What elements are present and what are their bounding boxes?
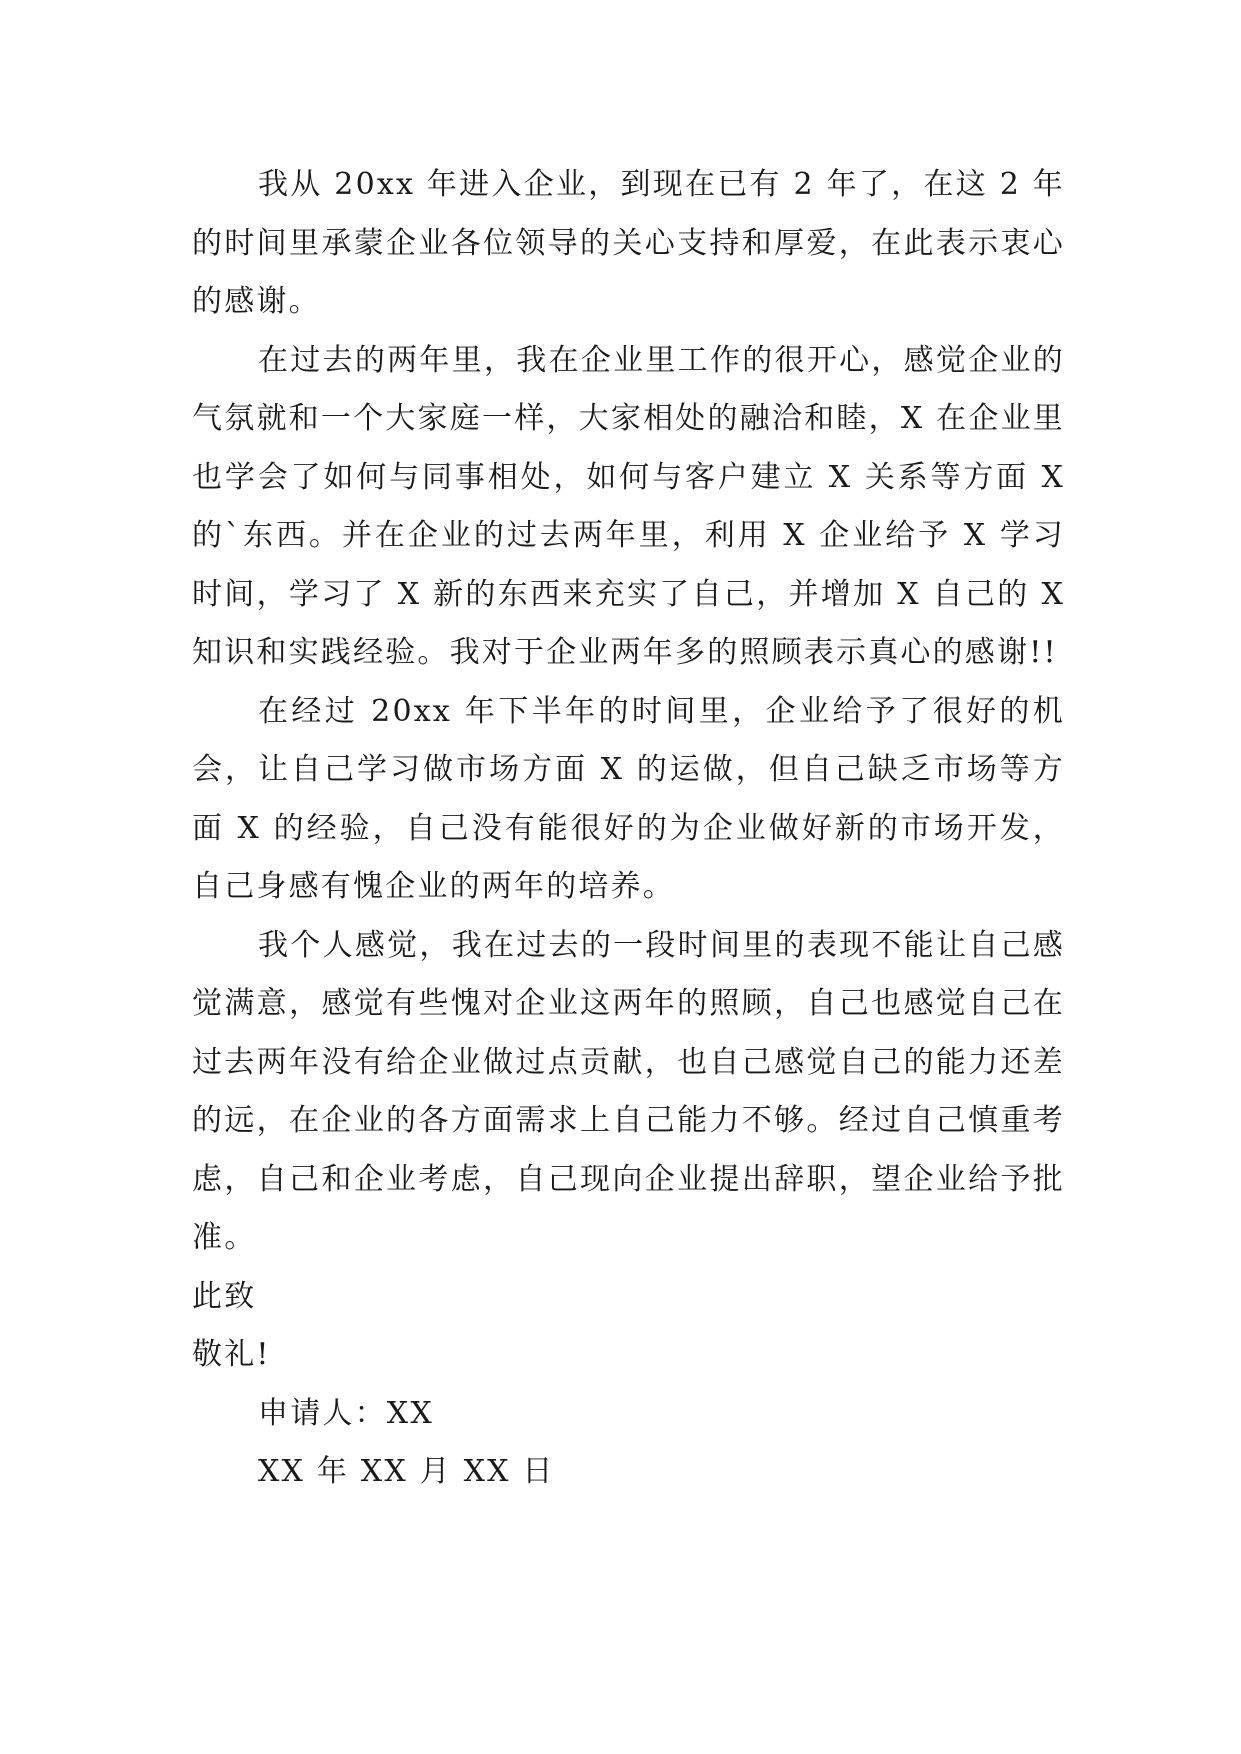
- closing-salutation: 此致: [192, 1278, 257, 1314]
- letter-date: XX 年 XX 月 XX 日: [258, 1454, 555, 1489]
- paragraph-3: 在经过 20xx 年下半年的时间里，企业给予了很好的机会，让自己学习做市场方面 X 的运做，但自己缺乏市场等方面 X 的经验，自己没有能很好的为企业做好新的市场开发，自己身感有愧企业的两年的培养。: [192, 693, 1065, 904]
- letter-body: [192, 156, 1065, 1502]
- paragraph-2: 在过去的两年里，我在企业里工作的很开心，感觉企业的气氛就和一个大家庭一样，大家相处的融洽和睦，X 在企业里也学会了如何与同事相处，如何与客户建立 X 关系等方面 X 的`东西。并在企业的过去两年里，利用 X 企业给予 X 学习时间，学习了 X 新的东西来充实了自己，并增加 X 自己的 X 知识和实践经验。我对于企业两年多的照顾表示真心的感谢!!: [192, 342, 1065, 670]
- applicant-signature: 申请人：XX: [258, 1395, 434, 1431]
- closing-regards: 敬礼!: [192, 1337, 271, 1372]
- paragraph-4: 我个人感觉，我在过去的一段时间里的表现不能让自己感觉满意，感觉有些愧对企业这两年的照顾，自己也感觉自己在过去两年没有给企业做过点贡献，也自己感觉自己的能力还差的远，在企业的各方面需求上自己能力不够。经过自己慎重考虑，自己和企业考虑，自己现向企业提出辞职，望企业给予批准。: [192, 927, 1065, 1255]
- paragraph-1: 我从 20xx 年进入企业，到现在已有 2 年了，在这 2 年的时间里承蒙企业各位领导的关心支持和厚爱，在此表示衷心的感谢。: [192, 167, 1065, 319]
